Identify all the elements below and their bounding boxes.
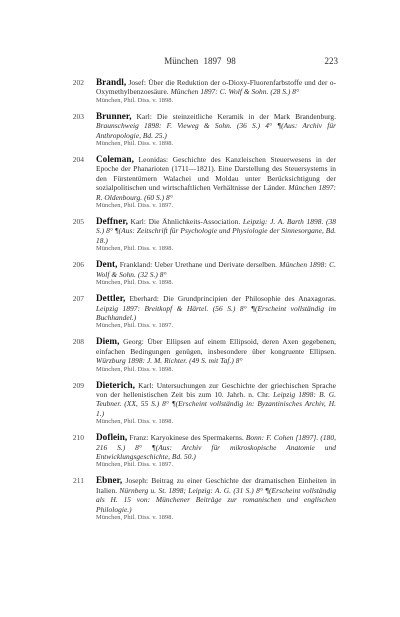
entry-university: München, Phil. Diss. v. 1898. (96, 140, 174, 148)
entry-text (96, 217, 336, 253)
entry-imprint: München 1898: C. Wolf & Sohn. (32 S.) 8° (96, 260, 337, 279)
entry-text (96, 294, 336, 330)
author-name: Doflein, (96, 432, 128, 443)
entry-imprint: Leipzig: J. A. Barth 1898. (38 S.) 8° ¶(Aus: Zeitschrift für Psychologie und Physiologie der Sinnesorgane, Bd. 18.) (96, 217, 336, 245)
entry-number: 209 (72, 380, 84, 390)
entry-title: Karl: Die Ähnlichkeits-Association. (127, 217, 241, 227)
author-name: Dieterich, (96, 379, 136, 390)
entry-title: Karl: Untersuchungen zur Geschichte der griechischen Sprache von der hellenistischen Zeit bis zum 10. Jahrh. n. Chr. (96, 380, 336, 399)
entry-university: München, Phil. Diss. v. 1897. (96, 202, 174, 210)
entry-imprint: Leipzig 1897: Breitkopf & Härtel. (56 S.) 8° ¶(Erscheint vollständig im Buchhandel.) (96, 303, 336, 322)
entry-list (0, 78, 400, 529)
entry-university: München, Phil. Diss. v. 1898. (96, 245, 174, 253)
entry-number: 204 (72, 155, 84, 165)
entry-text (96, 260, 336, 287)
entry-title: Joseph: Beitrag zu einer Geschichte der dramatischen Einheiten in Italien. (96, 476, 336, 495)
entry-title: Georg: Über Ellipsen auf einem Ellipsoid, deren Axen gegebenen, einfachen Bedingungen genügen, insbesondere über kongruente Ellipsen. (96, 337, 336, 356)
bibliography-entry (72, 216, 336, 253)
entry-imprint: Bonn: F. Cohen [1897]. (180, 216 S.) 8° ¶(Aus: Archiv für mikroskopische Anatomie und Entwicklungsgeschichte, Bd. 50.) (96, 433, 336, 461)
entry-title: Leonidas: Geschichte des Kanzleischen Steuerwesens in der Epoche der Phanarioten (1711—1821). Eine Darstellung des Steuersystems in den Fürstentümern Walachei und Moldau unter Berücksichtigung der sozialpolitischen und wirtschaftlichen Verhältnisse der Länder. (96, 155, 336, 193)
author-name: Diem, (96, 336, 120, 347)
entry-imprint: Leipzig 1898: B. G. Teubner. (XX, 55 S.) 8° ¶(Erscheint vollständig in: Byzantinisches Archiv, H. 1.) (96, 389, 337, 418)
entry-number: 207 (72, 294, 84, 304)
entry-university: München, Phil. Diss. v. 1898. (96, 418, 174, 426)
author-name: Deffner, (96, 216, 128, 227)
author-name: Ebner, (96, 475, 123, 486)
bibliography-entry (72, 259, 337, 287)
entry-number: 206 (72, 260, 84, 270)
header-left-text: München 1897 (164, 56, 222, 66)
author-name: Coleman, (96, 154, 134, 165)
entry-text (96, 476, 336, 522)
author-name: Dent, (96, 259, 118, 270)
entry-text (96, 381, 336, 427)
entry-imprint: München 1897: C. Wolf & Sohn. (28 S.) 8° (170, 87, 300, 97)
entry-university: München, Phil. Diss. v. 1898. (96, 279, 174, 287)
entry-text (96, 78, 336, 105)
bibliography-entry (72, 432, 336, 469)
author-name: Brunner, (96, 110, 132, 121)
bibliography-entry (72, 293, 336, 330)
page-number: 223 (324, 56, 338, 66)
entry-number: 205 (72, 217, 84, 227)
entry-text (96, 337, 336, 373)
entry-number: 202 (72, 78, 84, 87)
entry-title: Josef: Über die Reduktion der o-Dioxy-Fluorenfarbstoffe und der o-Oxymethylbenzoesäure. (96, 78, 336, 97)
entry-university: München, Phil. Diss. v. 1898. (96, 514, 174, 521)
author-name: Dettler, (96, 293, 126, 304)
header-center (0, 56, 400, 66)
entry-title: Karl: Die steinzeitliche Keramik in der Mark Brandenburg. (131, 111, 336, 121)
entry-imprint: Würzburg 1898: J. M. Richter. (49 S. mit Taf.) 8° (96, 356, 243, 366)
running-header (0, 56, 400, 70)
entry-number: 210 (72, 433, 84, 443)
entry-number: 208 (72, 337, 84, 347)
entry-number: 203 (72, 111, 84, 121)
entry-text (96, 112, 336, 148)
bibliography-entry (72, 77, 336, 105)
entry-title: Franz: Karyokinese des Spermakerns. (127, 433, 244, 443)
bibliography-entry (72, 154, 336, 210)
entry-title: Frankland: Ueber Urethane und Derivate derselben. (117, 260, 278, 270)
bibliography-entry (72, 336, 336, 373)
entry-text (96, 433, 336, 469)
author-name: Brandl, (96, 77, 127, 87)
entry-university: München, Phil. Diss. v. 1897. (96, 322, 174, 330)
entry-title: Eberhard: Die Grundprincipien der Philosophie des Anaxagoras. (125, 294, 336, 304)
header-center-number: 98 (226, 56, 236, 66)
entry-number: 211 (73, 476, 84, 486)
entry-text (96, 155, 336, 210)
bibliography-entry (72, 110, 336, 148)
bibliography-entry (72, 379, 337, 427)
entry-university: München, Phil. Diss. v. 1898. (96, 96, 174, 104)
entry-university: München, Phil. Diss. v. 1898. (96, 365, 174, 373)
bibliography-entry (73, 475, 336, 522)
entry-imprint: Braunschweig 1898: F. Vieweg & Sohn. (36 S.) 4° ¶(Aus: Archiv für Anthropologie, Bd. 25.) (96, 121, 336, 140)
entry-imprint: München 1897: R. Oldenbourg. (60 S.) 8° (96, 183, 336, 202)
entry-imprint: Nürnberg u. St. 1898; Leipzig: A. G. (31 S.) 8° ¶(Erscheint vollständig als H. 15 von: Münchener Beiträge zur romanischen und englischen Philologie.) (96, 485, 336, 514)
entry-university: München, Phil. Diss. v. 1897. (96, 461, 174, 469)
